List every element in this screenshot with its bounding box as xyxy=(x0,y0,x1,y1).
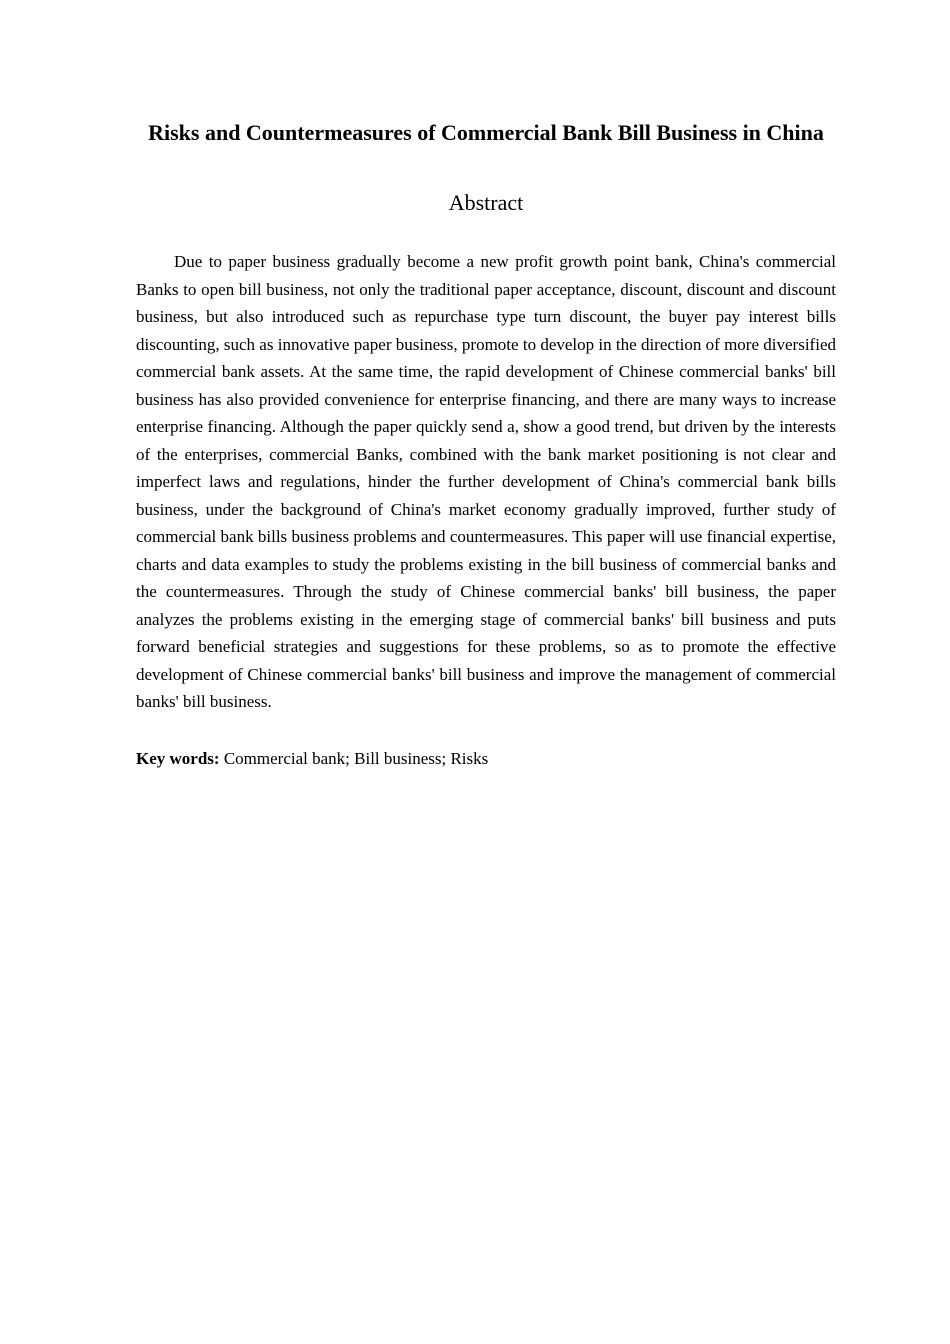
abstract-heading: Abstract xyxy=(448,190,524,215)
keywords-value: Commercial bank; Bill business; Risks xyxy=(223,748,489,768)
paper-title: Risks and Countermeasures of Commercial Bank Bill Business in China xyxy=(148,120,824,145)
keywords-line xyxy=(136,745,836,773)
abstract-paragraph: Due to paper business gradually become a new profit growth point bank, China's commercial Banks to open bill business, not only the traditional paper acceptance, discount, discount and discount business, but also introduced such as repurchase type turn discount, the buyer pay interest bills discounting, such as innovative paper business, promote to develop in the direction of more diversified commercial bank assets. At the same time, the rapid development of Chinese commercial banks' bill business has also provided convenience for enterprise financing, and there are many ways to increase enterprise financing. Although the paper quickly send a, show a good trend, but driven by the interests of the enterprises, commercial Banks, combined with the bank market positioning is not clear and imperfect laws and regulations, hinder the further development of China's commercial bank bills business, under the background of China's market economy gradually improved, further study of commercial bank bills business problems and countermeasures. This paper will use financial expertise, charts and data examples to study the problems existing in the bill business of commercial banks and the countermeasures. Through the study of Chinese commercial banks' bill business, the paper analyzes the problems existing in the emerging stage of commercial banks' bill business and puts forward beneficial strategies and suggestions for these problems, so as to promote the effective development of Chinese commercial banks' bill business and improve the management of commercial banks' bill business. xyxy=(136,252,836,711)
keywords-label: Key words: xyxy=(136,748,220,768)
document-page xyxy=(136,0,836,772)
